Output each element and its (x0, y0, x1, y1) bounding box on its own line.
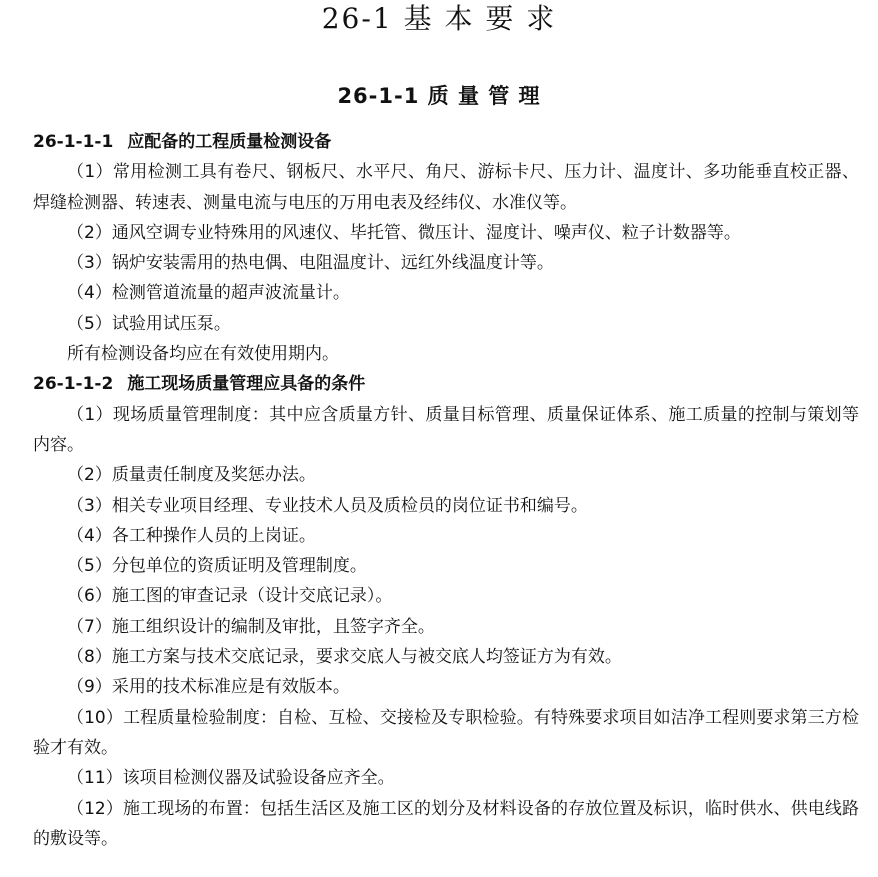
list-item: （11）该项目检测仪器及试验设备应齐全。 (67, 768, 395, 789)
list-item: （5）试验用试压泵。 (67, 313, 231, 334)
list-item: （5）分包单位的资质证明及管理制度。 (67, 556, 367, 577)
list-item: （10）工程质量检验制度：自检、互检、交接检及专职检验。有特殊要求项目如洁净工程则要求第三方检验才有效。 (33, 707, 859, 758)
list-item: （2）通风空调专业特殊用的风速仪、毕托管、微压计、湿度计、噪声仪、粒子计数器等。 (67, 222, 741, 243)
list-item: （3）相关专业项目经理、专业技术人员及质检员的岗位证书和编号。 (67, 495, 588, 516)
subsection-note: 所有检测设备均应在有效使用期内。 (67, 344, 339, 365)
subsection-title: 施工现场质量管理应具备的条件 (127, 374, 366, 395)
list-item: （12）施工现场的布置：包括生活区及施工区的划分及材料设备的存放位置及标识，临时供水、供电线路的敷设等。 (33, 798, 859, 849)
list-item: （6）施工图的审查记录（设计交底记录）。 (67, 586, 393, 607)
subsection-heading (33, 127, 859, 157)
list-item: （4）检测管道流量的超声波流量计。 (67, 283, 350, 304)
list-item: （9）采用的技术标准应是有效版本。 (67, 677, 350, 698)
subsection-title: 应配备的工程质量检测设备 (127, 132, 332, 152)
list-item: （4）各工种操作人员的上岗证。 (67, 525, 316, 546)
list-item: （8）施工方案与技术交底记录，要求交底人与被交底人均签证方为有效。 (67, 647, 622, 668)
chapter-title: 26-1 基 本 要 求 (321, 2, 557, 35)
section-title: 26-1-1 质 量 管 理 (337, 84, 541, 108)
list-item: （1）现场质量管理制度：其中应含质量方针、质量目标管理、质量保证体系、施工质量的控制与策划等内容。 (33, 404, 859, 455)
subsection-number: 26-1-1-2 (33, 374, 114, 395)
list-item: （1）常用检测工具有卷尺、钢板尺、水平尺、角尺、游标卡尺、压力计、温度计、多功能垂直校正器、焊缝检测器、转速表、测量电流与电压的万用电表及经纬仪、水准仪等。 (33, 162, 859, 213)
subsection-heading (33, 369, 859, 399)
subsection-number: 26-1-1-1 (33, 132, 114, 152)
list-item: （3）锅炉安装需用的热电偶、电阻温度计、远红外线温度计等。 (67, 253, 554, 274)
list-item: （7）施工组织设计的编制及审批，且签字齐全。 (67, 616, 435, 637)
document-body (33, 127, 859, 854)
list-item: （2）质量责任制度及奖惩办法。 (67, 465, 316, 486)
